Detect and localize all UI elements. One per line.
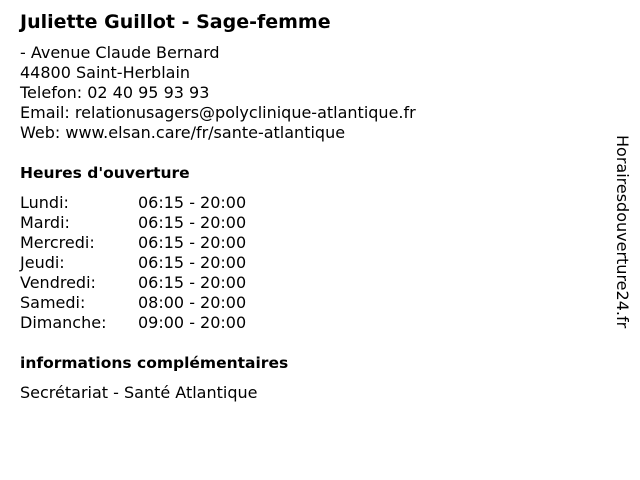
- hours-day: Vendredi:: [20, 273, 96, 292]
- hours-day: Jeudi:: [20, 253, 65, 272]
- hours-row: [20, 253, 600, 273]
- address-city: 44800 Saint-Herblain: [20, 63, 191, 82]
- business-title: Juliette Guillot - Sage-femme: [20, 11, 331, 33]
- phone-line: Telefon: 02 40 95 93 93: [20, 83, 210, 102]
- hours-row: [20, 233, 600, 253]
- hours-row: [20, 193, 600, 213]
- opening-hours-table: [20, 193, 600, 333]
- hours-time: 06:15 - 20:00: [138, 253, 247, 272]
- contact-block: [20, 43, 600, 143]
- hours-row: [20, 273, 600, 293]
- address-street: - Avenue Claude Bernard: [20, 43, 220, 62]
- hours-time: 08:00 - 20:00: [138, 293, 247, 312]
- hours-time: 09:00 - 20:00: [138, 313, 247, 332]
- opening-hours-heading: Heures d'ouverture: [20, 164, 190, 182]
- hours-row: [20, 313, 600, 333]
- hours-row: [20, 293, 600, 313]
- additional-info-text: Secrétariat - Santé Atlantique: [20, 383, 258, 402]
- business-card: [20, 10, 600, 403]
- web-line: Web: www.elsan.care/fr/sante-atlantique: [20, 123, 346, 142]
- hours-day: Lundi:: [20, 193, 69, 212]
- hours-time: 06:15 - 20:00: [138, 233, 247, 252]
- hours-time: 06:15 - 20:00: [138, 273, 247, 292]
- hours-time: 06:15 - 20:00: [138, 193, 247, 212]
- additional-info-heading: informations complémentaires: [20, 354, 289, 372]
- hours-time: 06:15 - 20:00: [138, 213, 247, 232]
- email-line: Email: relationusagers@polyclinique-atlantique.fr: [20, 103, 416, 122]
- hours-day: Mercredi:: [20, 233, 95, 252]
- hours-day: Samedi:: [20, 293, 86, 312]
- hours-day: Mardi:: [20, 213, 70, 232]
- site-watermark: Horairesdouverture24.fr: [613, 135, 632, 329]
- hours-day: Dimanche:: [20, 313, 107, 332]
- hours-row: [20, 213, 600, 233]
